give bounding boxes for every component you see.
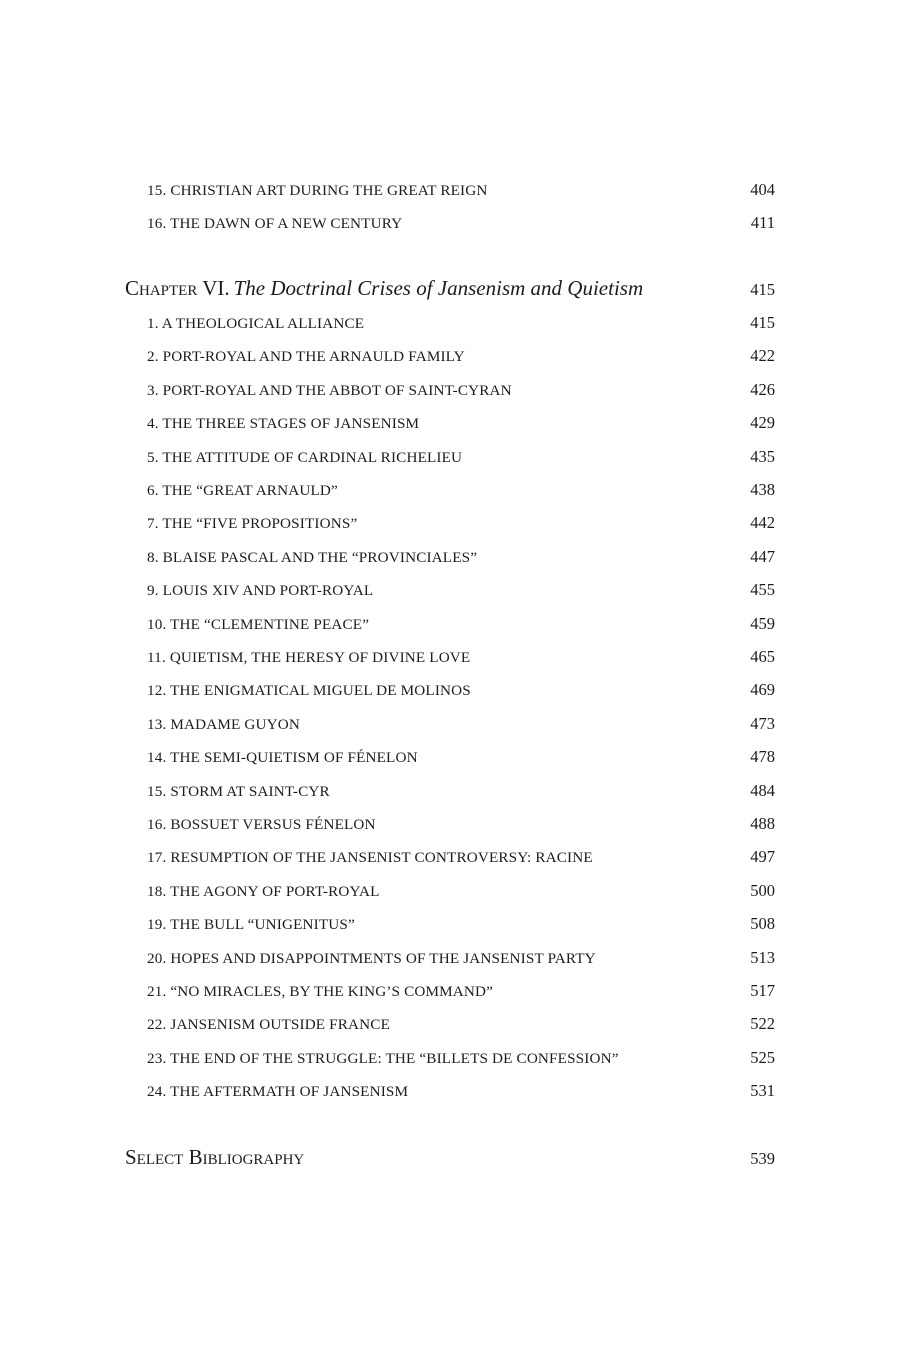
toc-entry-page: 422 [750,346,775,366]
toc-entry[interactable] [147,1048,775,1078]
toc-entry-title: 3. PORT-ROYAL AND THE ABBOT OF SAINT-CYRAN [147,381,512,399]
toc-entry-page: 447 [750,546,775,566]
toc-entry-page: 435 [750,446,775,466]
toc-entry-page: 415 [750,313,775,332]
toc-entry-page: 508 [750,914,775,934]
toc-entry[interactable] [147,480,775,510]
toc-entry-title: 17. RESUMPTION OF THE JANSENIST CONTROVERSY: RACINE [147,849,593,867]
toc-entry-title: 7. THE “FIVE PROPOSITIONS” [147,515,358,533]
toc-entry[interactable] [147,1081,775,1111]
toc-entry-page: 513 [750,947,775,967]
toc-entry-title: 4. THE THREE STAGES OF JANSENISM [147,415,420,433]
toc-entry-title: 8. BLAISE PASCAL AND THE “PROVINCIALES” [147,548,478,566]
toc-entry-title: 15. STORM AT SAINT-CYR [147,782,330,800]
toc-entry-page: 459 [750,613,775,633]
toc-entry-page: 465 [750,647,775,666]
toc-entry-title: 23. THE END OF THE STRUGGLE: THE “BILLETS DE CONFESSION” [147,1049,619,1067]
toc-entry-title: 2. PORT-ROYAL AND THE ARNAULD FAMILY [147,348,465,366]
toc-entry-title: 1. A THEOLOGICAL ALLIANCE [147,315,365,332]
toc-entry-title: 14. THE SEMI-QUIETISM OF FÉNELON [147,749,418,767]
toc-entry-title: 18. THE AGONY OF PORT-ROYAL [147,882,380,900]
toc-entry[interactable] [147,346,775,376]
toc-entry-page: 522 [750,1014,775,1034]
chapter-subtitle: The Doctrinal Crises of Jansenism and Quietism [233,276,644,300]
toc-entry-title: 11. QUIETISM, THE HERESY OF DIVINE LOVE [147,649,471,666]
toc-entry-title: 13. MADAME GUYON [147,715,301,733]
toc-entry[interactable] [147,948,775,978]
toc-entry[interactable] [147,914,775,944]
chapter-heading-text [125,276,643,301]
toc-entry-title: 20. HOPES AND DISAPPOINTMENTS OF THE JANSENIST PARTY [147,949,596,967]
toc-entry[interactable] [147,680,775,710]
toc-entry-title: 15. CHRISTIAN ART DURING THE GREAT REIGN [147,182,488,199]
toc-entry-page: 484 [750,780,775,800]
bibliography-page: 539 [750,1149,775,1168]
toc-entry[interactable] [147,580,775,610]
toc-entry[interactable] [147,814,775,844]
toc-entry-page: 488 [750,814,775,833]
toc-entry-page: 525 [750,1047,775,1067]
toc-entry[interactable] [147,180,775,210]
toc-entry-title: 19. THE BULL “UNIGENITUS” [147,916,355,934]
toc-entry[interactable] [147,881,775,911]
toc-entry-page: 438 [750,480,775,499]
toc-entry-title: 9. LOUIS XIV AND PORT-ROYAL [147,582,374,600]
toc-entry[interactable] [147,1014,775,1044]
toc-entry[interactable] [147,413,775,443]
toc-entry-title: 24. THE AFTERMATH OF JANSENISM [147,1083,409,1101]
toc-entry[interactable] [147,213,775,243]
chapter-label: Chapter VI. [125,276,230,300]
toc-entry[interactable] [147,547,775,577]
toc-entry-page: 500 [750,880,775,900]
toc-entry-page: 497 [750,847,775,867]
chapter-page: 415 [750,280,775,299]
toc-entry-page: 469 [750,680,775,700]
toc-entry[interactable] [147,747,775,777]
toc-entry[interactable] [147,981,775,1011]
chapter-heading[interactable] [125,276,775,310]
toc-entry[interactable] [147,380,775,410]
toc-entry-page: 404 [750,180,775,199]
toc-entry-title: 6. THE “GREAT ARNAULD” [147,482,338,499]
toc-entry[interactable] [147,313,775,343]
toc-entry-page: 531 [750,1081,775,1101]
toc-entry-page: 473 [750,713,775,733]
toc-entry-title: 16. BOSSUET VERSUS FÉNELON [147,816,376,833]
toc-entry[interactable] [147,447,775,477]
toc-entry[interactable] [147,513,775,543]
toc-entry-page: 478 [750,747,775,767]
toc-entry-page: 429 [750,413,775,433]
toc-entry-title: 16. THE DAWN OF A NEW CENTURY [147,215,403,232]
toc-entry-page: 411 [750,213,775,232]
toc-entry-page: 455 [750,580,775,600]
toc-entry-page: 426 [750,379,775,399]
toc-entry[interactable] [147,647,775,677]
toc-entry[interactable] [147,781,775,811]
toc-entry[interactable] [147,614,775,644]
toc-entry-title: 10. THE “CLEMENTINE PEACE” [147,615,370,633]
toc-entry-title: 22. JANSENISM OUTSIDE FRANCE [147,1016,391,1034]
toc-entry-title: 5. THE ATTITUDE OF CARDINAL RICHELIEU [147,448,463,466]
toc-entry[interactable] [147,847,775,877]
bibliography-label: Select Bibliography [125,1145,305,1169]
toc-entry-title: 21. “NO MIRACLES, BY THE KING’S COMMAND” [147,983,494,1000]
bibliography-entry[interactable] [125,1145,775,1179]
toc-entry-page: 517 [750,981,775,1000]
toc-entry-page: 442 [750,513,775,533]
toc-entry[interactable] [147,714,775,744]
toc-entry-title: 12. THE ENIGMATICAL MIGUEL DE MOLINOS [147,682,471,700]
